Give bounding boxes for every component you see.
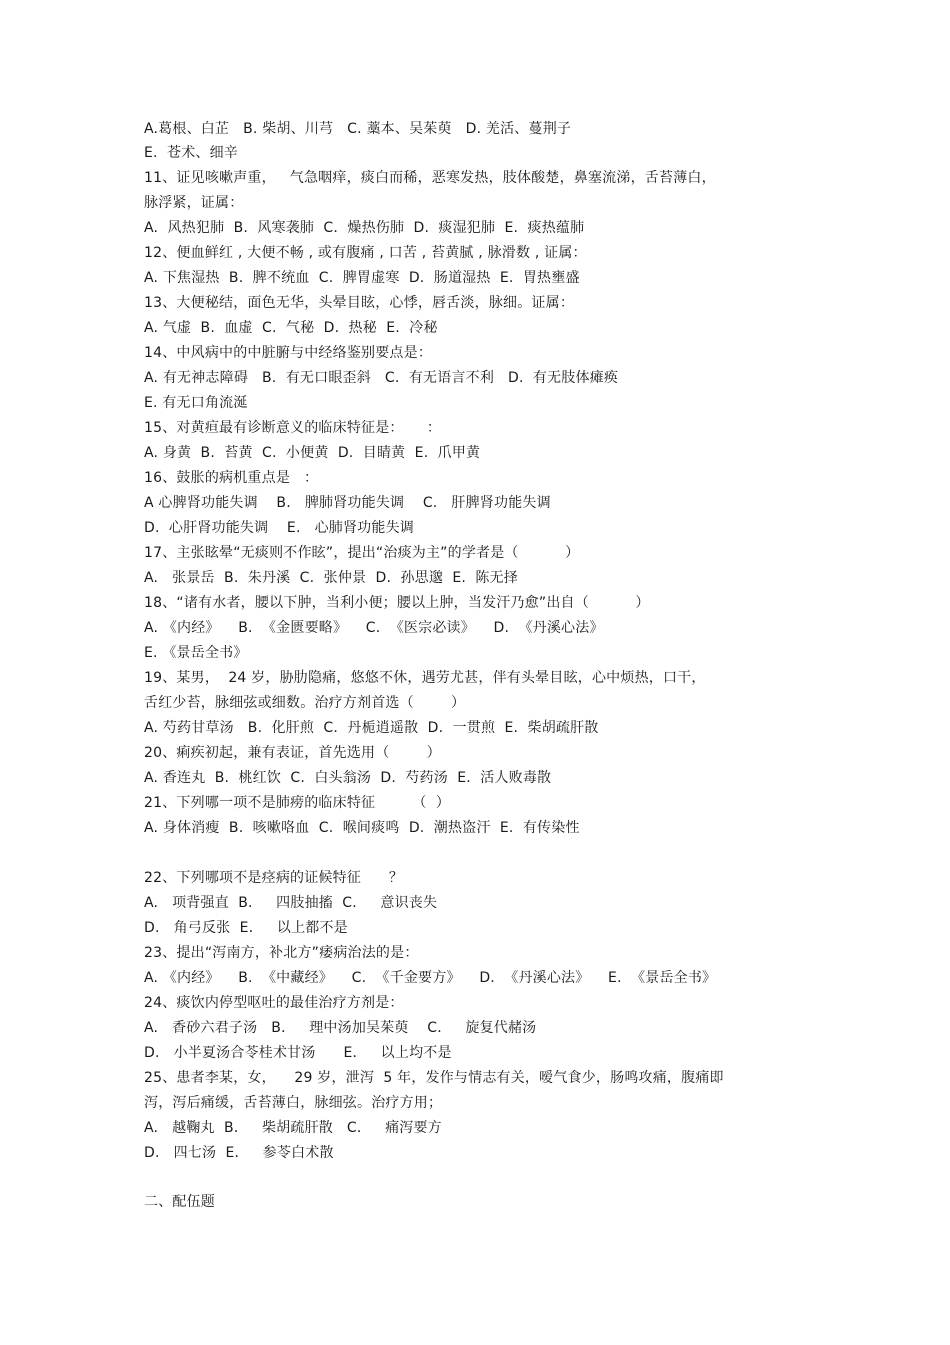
option-line: E. 有无口角流涎 — [144, 395, 248, 411]
question-line: 舌红少苔，脉细弦或细数。治疗方剂首选（ ） — [144, 695, 466, 711]
option-line: A. 《内经》 B. 《中藏经》 C. 《千金要方》 D. 《丹溪心法》 E. 《景岳全书》 — [144, 970, 717, 986]
option-line: A 心脾肾功能失调 B. 脾肺肾功能失调 C. 肝脾肾功能失调 — [144, 495, 551, 511]
option-line: A. 《内经》 B. 《金匮要略》 C. 《医宗必读》 D. 《丹溪心法》 — [144, 620, 604, 636]
option-line: A. 有无神志障碍 B. 有无口眼歪斜 C. 有无语言不利 D. 有无肢体瘫痪 — [144, 370, 619, 386]
option-line: D. 四七汤 E． 参苓白术散 — [144, 1145, 334, 1161]
question-line: 15、对黄疸最有诊断意义的临床特征是： ： — [144, 420, 442, 436]
option-line: E. 苍术、细辛 — [144, 145, 238, 161]
option-line: D. 心肝肾功能失调 E. 心肺肾功能失调 — [144, 520, 414, 536]
question-line: 17、主张眩晕“无痰则不作眩”，提出“治痰为主”的学者是（ ） — [144, 545, 580, 561]
option-line: A. 身黄 B. 苔黄 C. 小便黄 D. 目睛黄 E. 爪甲黄 — [144, 445, 481, 461]
option-line: A. 下焦湿热 B. 脾不统血 C. 脾胃虚寒 D. 肠道湿热 E. 胃热壅盛 — [144, 270, 580, 286]
option-line: E. 《景岳全书》 — [144, 645, 248, 661]
question-line: 25、患者李某，女， 29 岁，泄泻 5 年，发作与情志有关，嗳气食少，肠鸣攻痛，腹痛即 — [144, 1070, 724, 1086]
question-line: 16、鼓胀的病机重点是 ： — [144, 470, 319, 486]
question-line: 19、某男， 24 岁，胁肋隐痛，悠悠不休，遇劳尤甚，伴有头晕目眩，心中烦热，口干， — [144, 670, 706, 686]
option-line: A. 越鞠丸 B． 柴胡疏肝散 C． 痛泻要方 — [144, 1120, 442, 1136]
question-line: 脉浮紧，证属： — [144, 195, 244, 211]
option-line: D. 小半夏汤合苓桂术甘汤 E． 以上均不是 — [144, 1045, 452, 1061]
option-line: A. 项背强直 B． 四肢抽搐 C． 意识丧失 — [144, 895, 438, 911]
option-line: A. 气虚 B. 血虚 C. 气秘 D. 热秘 E. 冷秘 — [144, 320, 438, 336]
question-line: 21、下列哪一项不是肺痨的临床特征 （ ） — [144, 795, 451, 811]
question-line: 22、下列哪项不是痉病的证候特征 ？ — [144, 870, 404, 886]
option-line: A. 芍药甘草汤 B. 化肝煎 C. 丹栀逍遥散 D. 一贯煎 E. 柴胡疏肝散 — [144, 720, 599, 736]
question-line: 11、证见咳嗽声重， 气急咽痒，痰白而稀，恶寒发热，肢体酸楚，鼻塞流涕，舌苔薄白， — [144, 170, 716, 186]
option-line: A. 香砂六君子汤 B． 理中汤加吴茱萸 C． 旋复代赭汤 — [144, 1020, 537, 1036]
question-line: 12、便血鲜红 , 大便不畅 , 或有腹痛 , 口苦 , 苔黄腻 , 脉滑数 , 证属： — [144, 245, 587, 261]
section-heading: 二、配伍题 — [144, 1194, 215, 1210]
question-line: 20、痢疾初起，兼有表证，首先选用（ ） — [144, 745, 441, 761]
option-line: A. 身体消瘦 B. 咳嗽咯血 C. 喉间痰鸣 D. 潮热盗汗 E. 有传染性 — [144, 820, 580, 836]
question-line: 13、大便秘结，面色无华，头晕目眩，心悸，唇舌淡，脉细。证属： — [144, 295, 575, 311]
question-line: 24、痰饮内停型呕吐的最佳治疗方剂是： — [144, 995, 404, 1011]
question-line: 23、提出“泻南方，补北方”痿病治法的是： — [144, 945, 419, 961]
option-line: A. 香连丸 B. 桃红饮 C. 白头翁汤 D. 芍药汤 E. 活人败毒散 — [144, 770, 552, 786]
question-line: 泻，泻后痛缓，舌苔薄白，脉细弦。治疗方用； — [144, 1095, 443, 1111]
option-line: A. 风热犯肺 B. 风寒袭肺 C. 燥热伤肺 D. 痰湿犯肺 E. 痰热蕴肺 — [144, 220, 585, 236]
question-line: 18、“诸有水者，腰以下肿，当利小便；腰以上肿，当发汗乃愈”出自（ ） — [144, 595, 650, 611]
question-line: 14、中风病中的中脏腑与中经络鉴别要点是： — [144, 345, 433, 361]
option-line: A.葛根、白芷 B. 柴胡、川芎 C. 藁本、吴茱萸 D. 羌活、蔓荆子 — [144, 121, 572, 137]
option-line: D. 角弓反张 E． 以上都不是 — [144, 920, 348, 936]
option-line: A. 张景岳 B. 朱丹溪 C. 张仲景 D. 孙思邈 E. 陈无择 — [144, 570, 518, 586]
